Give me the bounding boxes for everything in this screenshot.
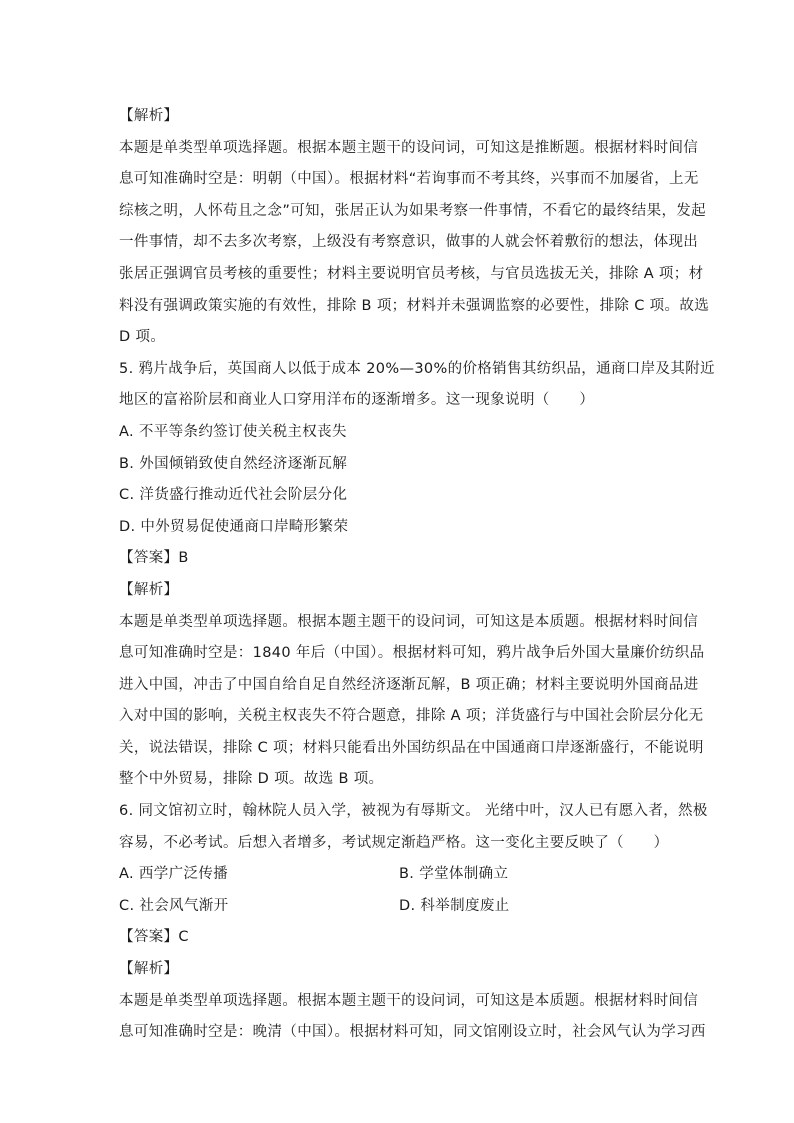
option-item: C. 社会风气渐开 xyxy=(119,897,229,914)
analysis-text-q5: 关，说法错误，排除 C 项；材料只能看出外国纺织品在中国通商口岸逐渐盛行，不能说明 xyxy=(119,739,704,756)
answer-q5: 【答案】B xyxy=(119,550,189,567)
option-item: B. 学堂体制确立 xyxy=(399,866,509,883)
analysis-text-q4: D 项。 xyxy=(119,329,166,346)
analysis-text-q5: 入对中国的影响，关税主权丧失不符合题意，排除 A 项；洋货盛行与中国社会阶层分化无 xyxy=(119,708,704,725)
analysis-text-q4: 本题是单类型单项选择题。根据本题主题干的设问词，可知这是推断题。根据材料时间信 xyxy=(119,139,699,156)
question-stem-q5: 地区的富裕阶层和商业人口穿用洋布的逐渐增多。这一现象说明（ ） xyxy=(119,392,595,409)
analysis-text-q4: 一件事情，却不去多次考察，上级没有考察意识，做事的人就会怀着敷衍的想法，体现出 xyxy=(119,234,699,251)
option-q5-a: A. 不平等条约签订使关税主权丧失 xyxy=(119,423,347,440)
option-q5-d: D. 中外贸易促使通商口岸畸形繁荣 xyxy=(119,518,349,535)
analysis-heading-q4: 【解析】 xyxy=(119,108,179,124)
option-q5-c: C. 洋货盛行推动近代社会阶层分化 xyxy=(119,487,348,504)
option-item: D. 科举制度废止 xyxy=(399,897,510,914)
document-page xyxy=(119,101,715,1049)
analysis-text-q4: 料没有强调政策实施的有效性，排除 B 项；材料并未强调监察的必要性，排除 C 项。故选 xyxy=(119,297,710,314)
analysis-text-q4: 息可知准确时空是：明朝（中国）。根据材料“若询事而不考其终，兴事而不加屡省，上无 xyxy=(119,171,699,188)
question-stem-q6: 6. 同文馆初立时，翰林院人员入学，被视为有辱斯文。 光绪中叶，汉人已有愿入者，然极 xyxy=(119,803,708,820)
analysis-text-q4: 综核之明，人怀苟且之念”可知，张居正认为如果考察一件事情，不看它的最终结果，发起 xyxy=(119,202,707,219)
analysis-text-q6: 本题是单类型单项选择题。根据本题主题干的设问词，可知这是本质题。根据材料时间信 xyxy=(119,992,699,1009)
analysis-text-q5: 整个中外贸易，排除 D 项。故选 B 项。 xyxy=(119,771,384,788)
options-q6-row2 xyxy=(119,891,679,923)
analysis-text-q6: 息可知准确时空是：晚清（中国）。根据材料可知，同文馆刚设立时，社会风气认为学习西 xyxy=(119,1024,706,1041)
analysis-text-q4: 张居正强调官员考核的重要性；材料主要说明官员考核，与官员选拔无关，排除 A 项；材 xyxy=(119,265,704,282)
option-q5-b: B. 外国倾销致使自然经济逐渐瓦解 xyxy=(119,455,348,472)
question-stem-q6: 容易，不必考试。后想入者增多，考试规定渐趋严格。这一变化主要反映了（ ） xyxy=(119,834,669,851)
option-item: A. 西学广泛传播 xyxy=(119,866,229,883)
options-q6-row1 xyxy=(119,859,679,891)
analysis-text-q5: 本题是单类型单项选择题。根据本题主题干的设问词，可知这是本质题。根据材料时间信 xyxy=(119,613,699,630)
analysis-text-q5: 进入中国，冲击了中国自给自足自然经济逐渐瓦解，B 项正确；材料主要说明外国商品进 xyxy=(119,676,699,693)
question-stem-q5: 5. 鸦片战争后，英国商人以低于成本 20%—30%的价格销售其纺织品，通商口岸及其附近 xyxy=(119,360,715,377)
analysis-heading-q5: 【解析】 xyxy=(119,581,179,598)
answer-q6: 【答案】C xyxy=(119,929,189,946)
analysis-heading-q6: 【解析】 xyxy=(119,961,179,978)
analysis-text-q5: 息可知准确时空是：1840 年后（中国）。根据材料可知，鸦片战争后外国大量廉价纺织品 xyxy=(119,645,705,662)
